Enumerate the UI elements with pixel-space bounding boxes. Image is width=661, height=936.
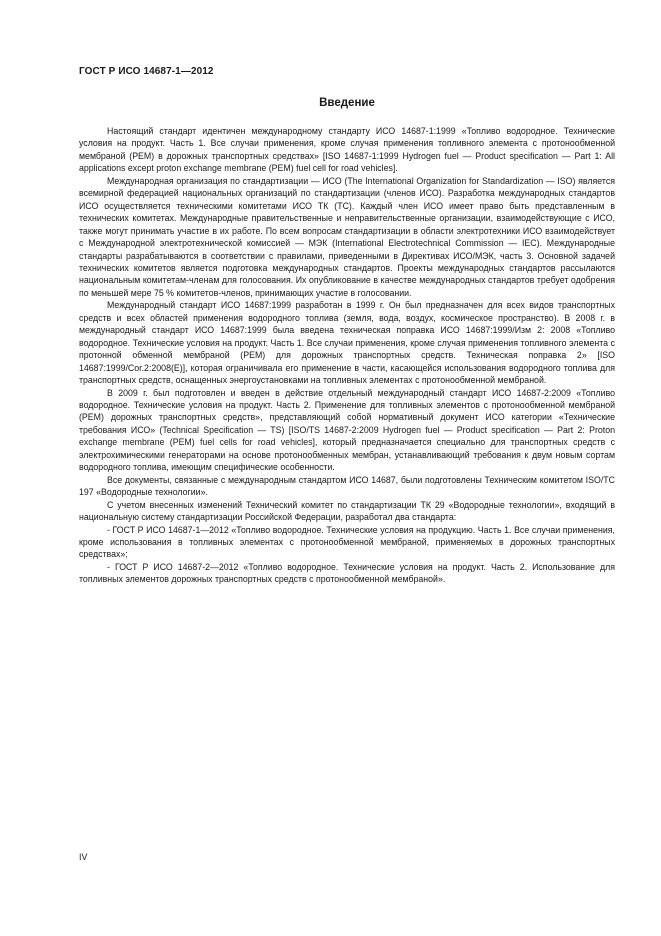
- paragraph-iso-tc-197: Все документы, связанные с международным стандартом ИСО 14687, были подготовлены Техническим комитетом ISO/TC 197 «Водородные технологии».: [79, 474, 615, 498]
- list-item-gost-part-2: - ГОСТ Р ИСО 14687-2—2012 «Топливо водородное. Технические условия на продукт. Часть 2. Использование для топливных элементов дорожных транспортных средств с протонообменной мембраной».: [79, 561, 615, 585]
- list-item-gost-part-1: - ГОСТ Р ИСО 14687-1—2012 «Топливо водородное. Технические условия на продукцию. Часть 1. Все случаи применения, кроме использования в топливных элементах с протонообменной мембраной, применяемых в дорожных транспортных средствах»;: [79, 524, 615, 560]
- paragraph-iso-identity: Настоящий стандарт идентичен международному стандарту ИСО 14687-1:1999 «Топливо водородное. Технические условия на продукт. Часть 1. Все случаи применения, кроме случая применения топливного элемента с протонообменной мембраной (PEM) в дорожных транспортных средствах» [ISO 14687-1:1999 Hydrogen fuel — Product specification — Part 1: All applications except proton exchange membrane (PEM) fuel cell for road vehicles].: [79, 126, 615, 174]
- paragraph-tk-29: С учетом внесенных изменений Технический комитет по стандартизации ТК 29 «Водородные технологии», входящий в национальную систему стандартизации Российской Федерации, разработал два стандарта:: [79, 499, 615, 523]
- body-text: [79, 125, 615, 586]
- document-header: ГОСТ Р ИСО 14687-1—2012: [79, 66, 214, 77]
- paragraph-iso-14687-history: Международный стандарт ИСО 14687:1999 разработан в 1999 г. Он был предназначен для всех видов транспортных средств и всех областей применения водородного топлива (земля, вода, воздух, космическое пространство). В 2008 г. в международный стандарт ИСО 14687:1999 была введена техническая поправка ИСО 14687:1999/Изм 2: 2008 «Топливо водородное. Технические условия на продукт. Часть 1. Все случаи применения, кроме случая применения топливного элемента с протонной обменной мембраной (PEM) для дорожных транспортных средств. Техническая поправка 2» [ISO 14687:1999/Cor.2:2008(E)], которая ограничивала его применение в части, касающейся использования водородного топлива для транспортных средств, оснащенных энергоустановками на топливных элементах с протонообменной мембраной.: [79, 300, 615, 386]
- paragraph-iso-organization: Международная организация по стандартизации — ИСО (The International Organization for Standardization — ISO) является всемирной федерацией национальных организаций по стандартизации (членов ИСО). Разработка международных стандартов ИСО осуществляется техническими комитетами ИСО ТК (TC). Каждый член ИСО имеет право быть представленным в технических комитетах. Международные правительственные и неправительственные организации, взаимодействующие с ИСО, также могут принимать участие в их работе. По всем вопросам стандартизации в области электротехники ИСО взаимодействует с Международной электротехнической комиссией — МЭК (International Electrotechnical Commission — IEC). Международные стандарты разрабатываются в соответствии с правилами, приведенными в Директивах ИСО/МЭК, часть 3. Основной задачей технических комитетов является подготовка международных стандартов. Проекты международных стандартов рассылаются национальным комитетам-членам для голосования. Их опубликование в качестве международных стандартов требует одобрения по меньшей мере 75 % комитетов-членов, принимающих участие в голосовании.: [79, 175, 615, 298]
- page-number: IV: [79, 852, 88, 862]
- page-title: Введение: [319, 97, 375, 109]
- paragraph-iso-14687-2: В 2009 г. был подготовлен и введен в действие отдельный международный стандарт ИСО 14687-2:2009 «Топливо водородное. Технические условия на продукт. Часть 2. Применение для топливных элементов с протонообменной мембраной (PEM) дорожных транспортных средств», представляющий собой нормативный документ ИСО категории «Технические требования ИСО» (Technical Specification — TS) [ISO/TS 14687-2:2009 Hydrogen fuel — Product specification — Part 2: Proton exchange membrane (PEM) fuel cells for road vehicles], который предназначается специально для транспортных средств с электрохимическими генераторами на основе протонообменных мембран, устанавливающий требования к двум новым сортам водородного топлива, имеющим специфические особенности.: [79, 387, 615, 473]
